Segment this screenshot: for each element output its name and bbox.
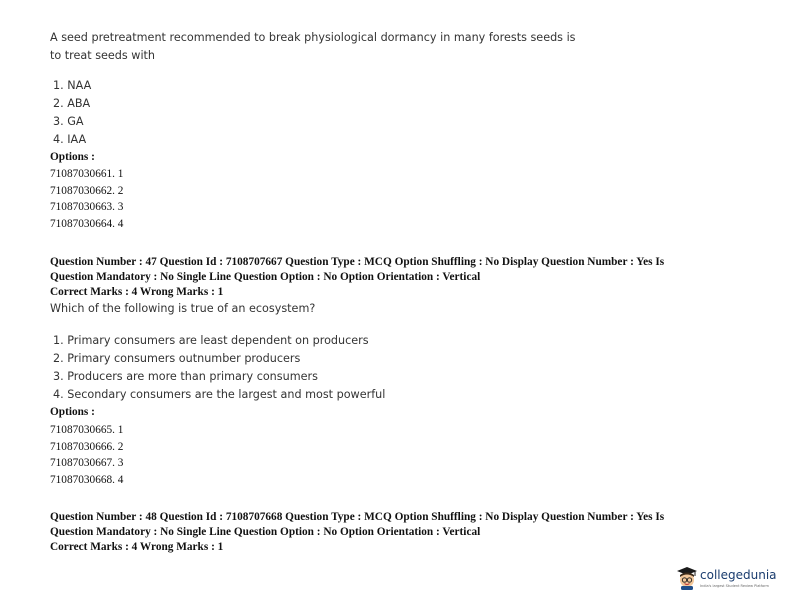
option-id: 71087030667. 3 bbox=[50, 457, 124, 469]
option-id: 71087030664. 4 bbox=[50, 217, 124, 230]
q48-meta-line-2: Question Mandatory : No Single Line Question Option : No Option Orientation : Vertical bbox=[50, 525, 481, 538]
option-id: 71087030661. 1 bbox=[50, 168, 124, 180]
q47-meta-line-1: Question Number : 47 Question Id : 7108707667 Question Type : MCQ Option Shuffling : No Display Question Number : Yes Is bbox=[50, 256, 665, 268]
q46-options-label: Options : bbox=[50, 151, 95, 163]
q46-choice: 1. NAA bbox=[53, 79, 92, 92]
q46-choice: 3. GA bbox=[53, 115, 84, 128]
option-id: 71087030666. 2 bbox=[50, 440, 124, 453]
graduate-mascot-icon bbox=[676, 566, 698, 590]
q47-choice-list bbox=[53, 332, 385, 404]
q47-meta-line-2: Question Mandatory : No Single Line Question Option : No Option Orientation : Vertical bbox=[50, 270, 481, 283]
option-id: 71087030662. 2 bbox=[50, 184, 124, 197]
brand-name: collegedunia bbox=[700, 568, 777, 582]
q46-text-line-1: A seed pretreatment recommended to break physiological dormancy in many forests seeds is bbox=[50, 31, 576, 44]
collegedunia-logo bbox=[676, 566, 776, 592]
q48-marks: Correct Marks : 4 Wrong Marks : 1 bbox=[50, 541, 224, 553]
q46-option-ids bbox=[50, 166, 123, 232]
q47-choice: 1. Primary consumers are least dependent on producers bbox=[53, 334, 369, 347]
q48-meta bbox=[50, 510, 750, 555]
q47-choice: 2. Primary consumers outnumber producers bbox=[53, 352, 301, 365]
q47-option-ids bbox=[50, 422, 123, 488]
q46-choice-list bbox=[53, 77, 91, 149]
q47-meta bbox=[50, 255, 750, 300]
option-id: 71087030668. 4 bbox=[50, 473, 124, 486]
q47-marks: Correct Marks : 4 Wrong Marks : 1 bbox=[50, 286, 224, 298]
option-id: 71087030663. 3 bbox=[50, 201, 124, 213]
q46-choice: 4. IAA bbox=[53, 133, 87, 146]
q47-choice: 3. Producers are more than primary consumers bbox=[53, 370, 318, 383]
q47-options-label: Options : bbox=[50, 406, 95, 418]
q47-question-text: Which of the following is true of an ecosystem? bbox=[50, 302, 316, 315]
brand-tagline: India's largest Student Review Platform bbox=[700, 584, 769, 588]
option-id: 71087030665. 1 bbox=[50, 424, 124, 436]
q46-text-line-2: to treat seeds with bbox=[50, 49, 156, 62]
q46-question-text bbox=[50, 29, 576, 65]
q46-choice: 2. ABA bbox=[53, 97, 91, 110]
q47-choice: 4. Secondary consumers are the largest and most powerful bbox=[53, 388, 386, 401]
q48-meta-line-1: Question Number : 48 Question Id : 7108707668 Question Type : MCQ Option Shuffling : No Display Question Number : Yes Is bbox=[50, 511, 665, 523]
